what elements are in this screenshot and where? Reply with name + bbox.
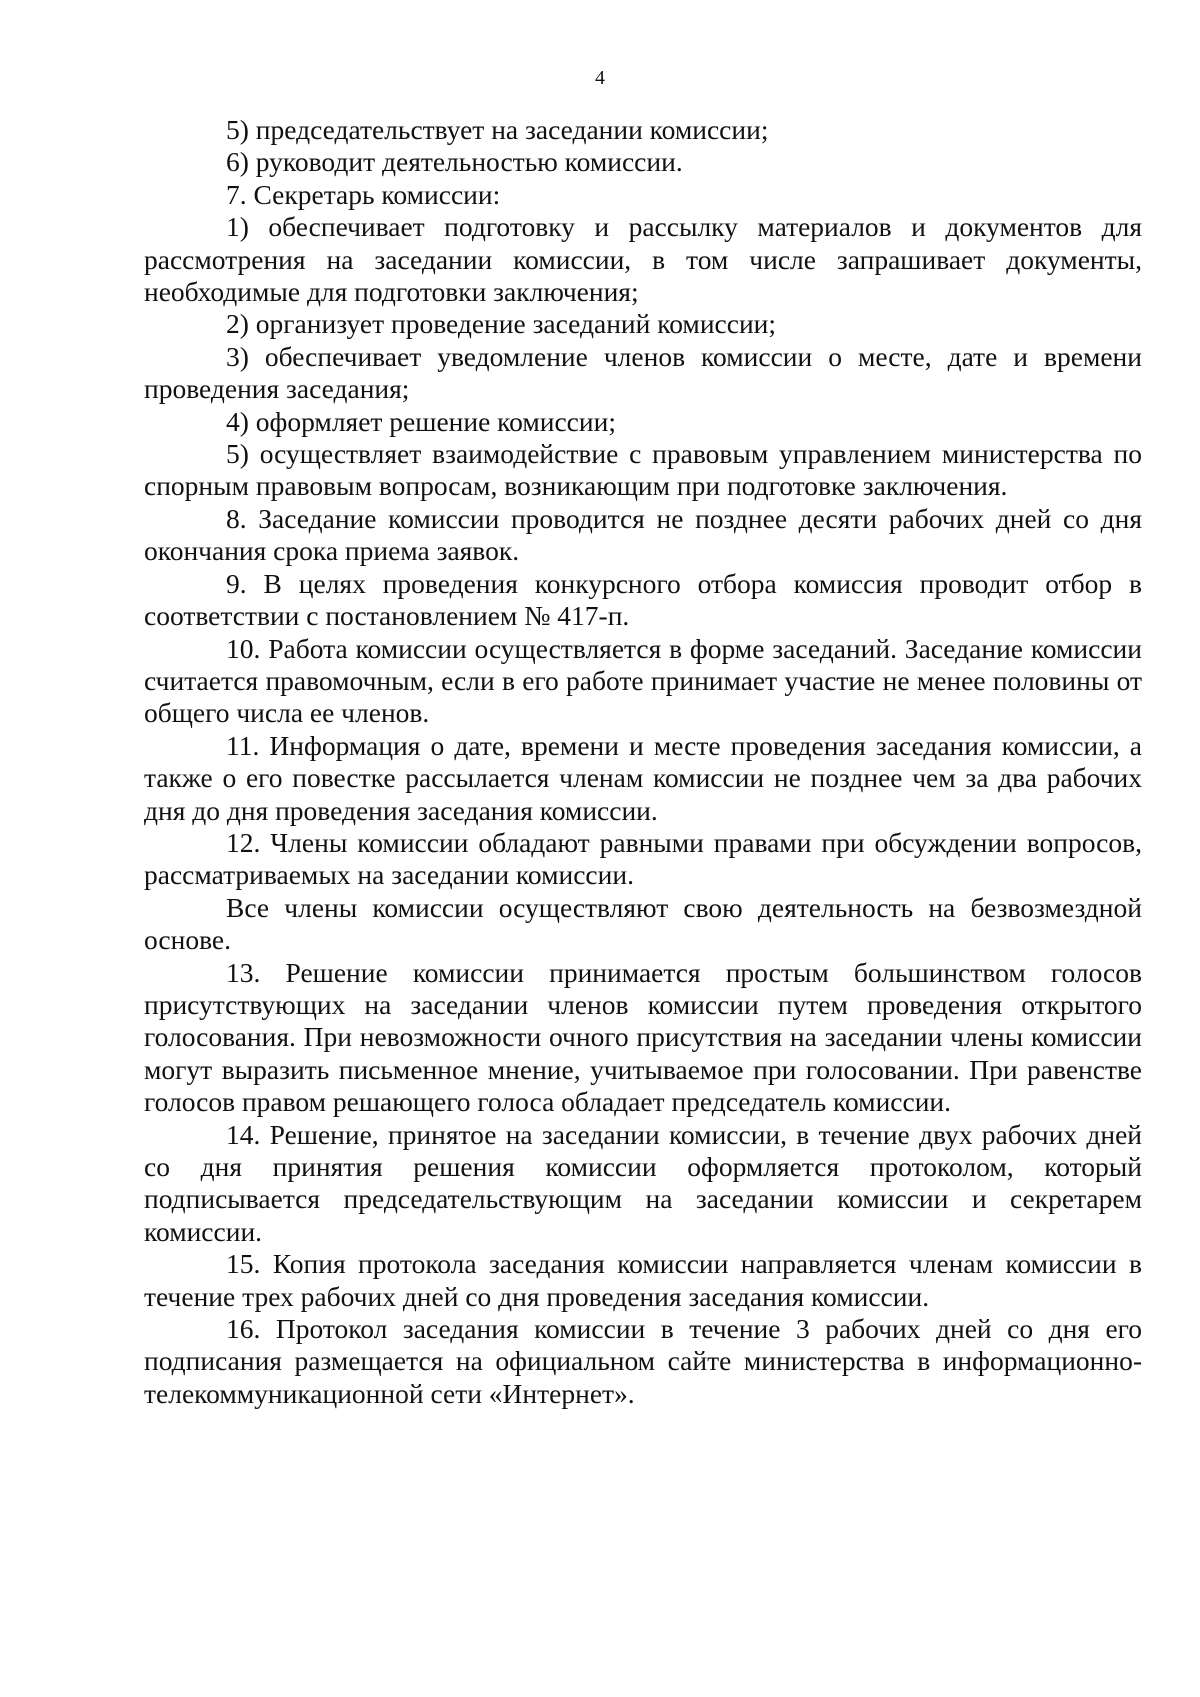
paragraph: 8. Заседание комиссии проводится не позднее десяти рабочих дней со дня окончания срока приема заявок. [144,502,1142,567]
paragraph: Все члены комиссии осуществляют свою деятельность на безвозмездной основе. [144,891,1142,956]
paragraph: 9. В целях проведения конкурсного отбора комиссия проводит отбор в соответствии с постановлением № 417-п. [144,567,1142,632]
paragraph: 4) оформляет решение комиссии; [226,405,616,437]
paragraph: 16. Протокол заседания комиссии в течение 3 рабочих дней со дня его подписания размещается на официальном сайте министерства в информационно-телекоммуникационной сети «Интернет». [144,1313,1142,1409]
paragraph: 10. Работа комиссии осуществляется в форме заседаний. Заседание комиссии считается правомочным, если в его работе принимает участие не менее половины от общего числа ее членов. [144,632,1142,729]
paragraph: 2) организует проведение заседаний комиссии; [226,308,777,340]
paragraph: 12. Члены комиссии обладают равными правами при обсуждении вопросов, рассматриваемых на заседании комиссии. [144,826,1142,891]
paragraph: 6) руководит деятельностью комиссии. [226,146,683,178]
paragraph: 14. Решение, принятое на заседании комиссии, в течение двух рабочих дней со дня принятия решения комиссии оформляется протоколом, который подписывается председательствующим на заседании комиссии и секретарем комиссии. [144,1118,1142,1247]
paragraph: 11. Информация о дате, времени и месте проведения заседания комиссии, а также о его повестке рассылается членам комиссии не позднее чем за два рабочих дня до дня проведения заседания комиссии. [144,729,1142,826]
document-body [144,114,1142,1410]
paragraph: 15. Копия протокола заседания комиссии направляется членам комиссии в течение трех рабочих дней со дня проведения заседания комиссии. [144,1248,1142,1312]
paragraph: 5) председательствует на заседании комиссии; [226,114,769,145]
paragraph: 5) осуществляет взаимодействие с правовым управлением министерства по спорным правовым вопросам, возникающим при подготовке заключения. [144,438,1142,502]
page-number: 4 [595,67,605,89]
paragraph: 3) обеспечивает уведомление членов комиссии о месте, дате и времени проведения заседания; [144,340,1142,405]
paragraph: 13. Решение комиссии принимается простым большинством голосов присутствующих на заседании членов комиссии путем проведения открытого голосования. При невозможности очного присутствия на заседании члены комиссии могут выразить письменное мнение, учитываемое при голосовании. При равенстве голосов правом решающего голоса обладает председатель комиссии. [144,956,1142,1118]
paragraph: 1) обеспечивает подготовку и рассылку материалов и документов для рассмотрения на заседании комиссии, в том числе запрашивает документы, необходимые для подготовки заключения; [144,211,1142,308]
paragraph: 7. Секретарь комиссии: [226,178,501,210]
